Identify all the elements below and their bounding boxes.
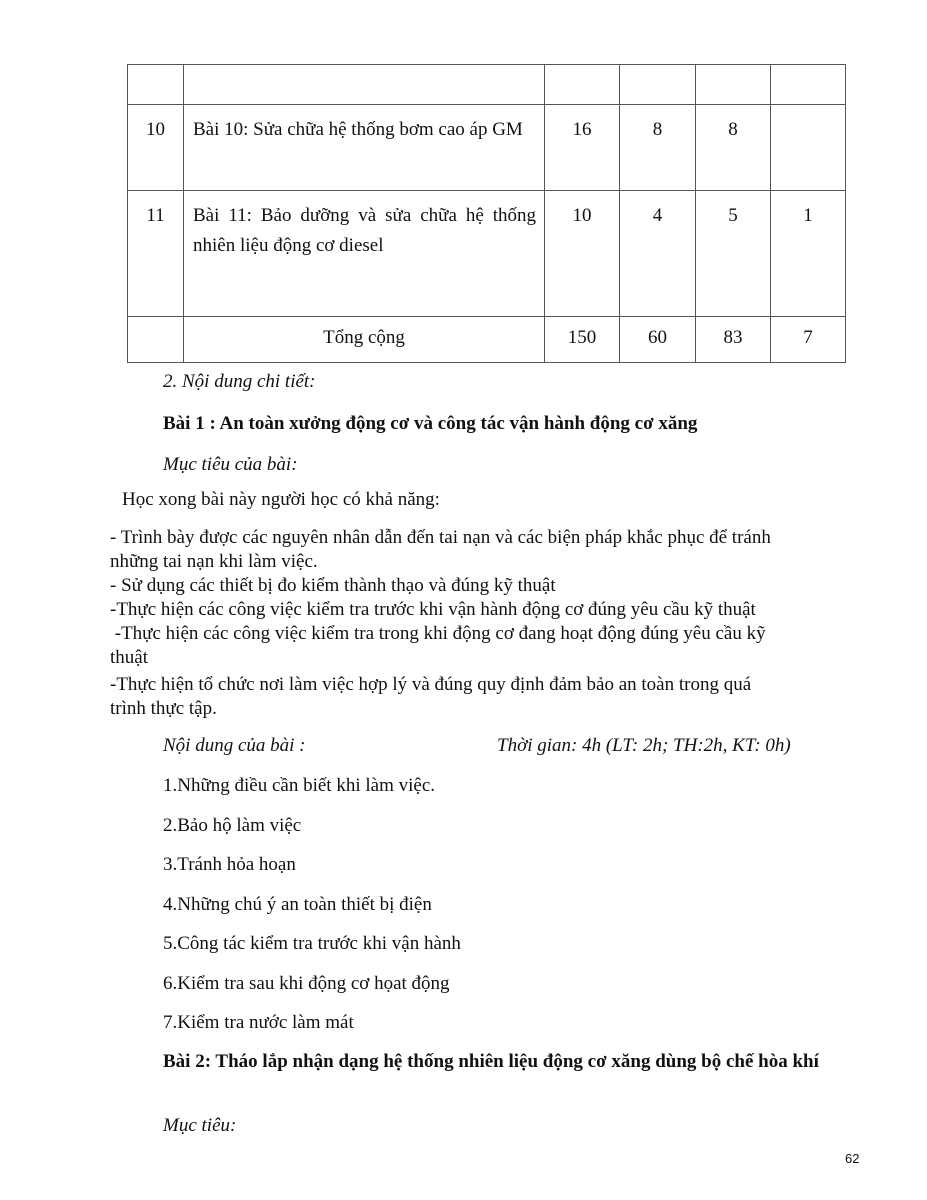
section-heading: 2. Nội dung chi tiết: (163, 371, 316, 392)
time-allocation: Thời gian: 4h (LT: 2h; TH:2h, KT: 0h) (497, 735, 791, 756)
lesson1-objective-label: Mục tiêu của bài: (163, 454, 298, 475)
content-item: 5.Công tác kiểm tra trước khi vận hành (163, 933, 461, 954)
table-total-row: Tổng cộng 150 60 83 7 (128, 317, 846, 363)
content-item: 3.Tránh hỏa hoạn (163, 854, 296, 875)
objective-line: -Thực hiện tổ chức nơi làm việc hợp lý và đúng quy định đảm bảo an toàn trong quá (110, 674, 752, 695)
objective-line: - Trình bày được các nguyên nhân dẫn đến tai nạn và các biện pháp khắc phục để tránh (110, 527, 771, 548)
lesson1-intro: Học xong bài này người học có khả năng: (122, 489, 440, 510)
lesson1-title: Bài 1 : An toàn xưởng động cơ và công tác vận hành động cơ xăng (163, 413, 698, 434)
objective-line: -Thực hiện các công việc kiểm tra trong khi động cơ đang hoạt động đúng yêu cầu kỹ (110, 623, 766, 644)
content-item: 2.Bảo hộ làm việc (163, 815, 302, 836)
objective-line: thuật (110, 647, 148, 668)
content-label: Nội dung của bài : (163, 735, 306, 756)
objective-line: -Thực hiện các công việc kiểm tra trước khi vận hành động cơ đúng yêu cầu kỹ thuật (110, 599, 756, 620)
content-item: 6.Kiểm tra sau khi động cơ họat động (163, 973, 450, 994)
content-item: 7.Kiểm tra nước làm mát (163, 1012, 354, 1033)
objective-line: - Sử dụng các thiết bị đo kiểm thành thạo và đúng kỹ thuật (110, 575, 556, 596)
lesson-table (127, 64, 846, 363)
table-row: 11 Bài 11: Bảo dưỡng và sửa chữa hệ thống nhiên liệu động cơ diesel 10 4 5 1 (128, 191, 846, 317)
content-item: 4.Những chú ý an toàn thiết bị điện (163, 894, 432, 915)
lesson2-title: Bài 2: Tháo lắp nhận dạng hệ thống nhiên liệu động cơ xăng dùng bộ chế hòa khí (163, 1051, 819, 1072)
table-row (128, 65, 846, 105)
objective-line: trình thực tập. (110, 698, 217, 719)
lesson2-objective-label: Mục tiêu: (163, 1115, 237, 1136)
objective-line: những tai nạn khi làm việc. (110, 551, 318, 572)
table-row: 10 Bài 10: Sửa chữa hệ thống bơm cao áp GM 16 8 8 (128, 105, 846, 191)
page-number: 62 (845, 1151, 860, 1166)
content-item: 1.Những điều cần biết khi làm việc. (163, 775, 436, 796)
